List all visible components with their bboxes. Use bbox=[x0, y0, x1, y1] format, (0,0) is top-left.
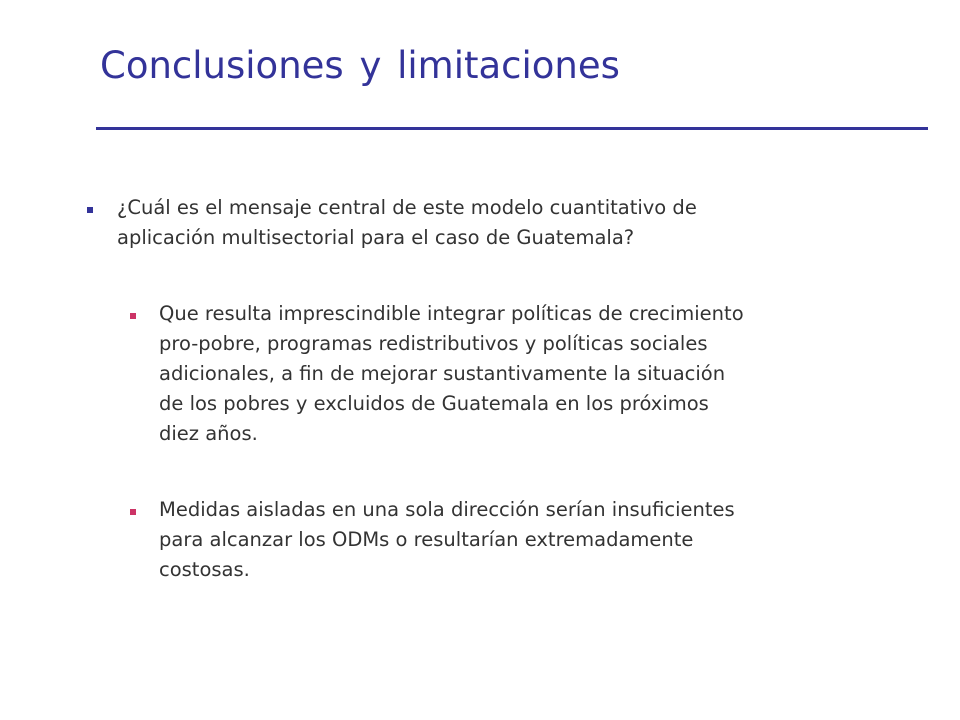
bullet-line: Medidas aisladas en una sola dirección serían insuficientes bbox=[159, 498, 735, 521]
bullet-line: costosas. bbox=[159, 558, 250, 581]
bullet-line: aplicación multisectorial para el caso de Guatemala? bbox=[117, 226, 635, 249]
bullet-line: diez años. bbox=[159, 422, 258, 445]
bullet-line: ¿Cuál es el mensaje central de este modelo cuantitativo de bbox=[117, 196, 697, 219]
bullet-line: para alcanzar los ODMs o resultarían extremadamente bbox=[159, 528, 694, 551]
bullet-text bbox=[159, 299, 879, 449]
title-underline bbox=[96, 127, 928, 130]
slide-title: Conclusiones y limitaciones bbox=[100, 44, 620, 87]
sub-bullet-integration bbox=[126, 299, 884, 449]
square-bullet-icon bbox=[130, 313, 136, 319]
sub-bullet-isolated-measures bbox=[126, 495, 884, 585]
bullet-line: de los pobres y excluidos de Guatemala en los próximos bbox=[159, 392, 709, 415]
bullet-line: pro-pobre, programas redistributivos y políticas sociales bbox=[159, 332, 708, 355]
slide-body bbox=[84, 193, 884, 631]
bullet-line: adicionales, a fin de mejorar sustantivamente la situación bbox=[159, 362, 726, 385]
bullet-line: Que resulta imprescindible integrar políticas de crecimiento bbox=[159, 302, 744, 325]
bullet-text bbox=[159, 495, 879, 585]
square-bullet-icon bbox=[130, 509, 136, 515]
bullet-text bbox=[117, 193, 887, 253]
bullet-question bbox=[84, 193, 884, 253]
square-bullet-icon bbox=[87, 207, 93, 213]
